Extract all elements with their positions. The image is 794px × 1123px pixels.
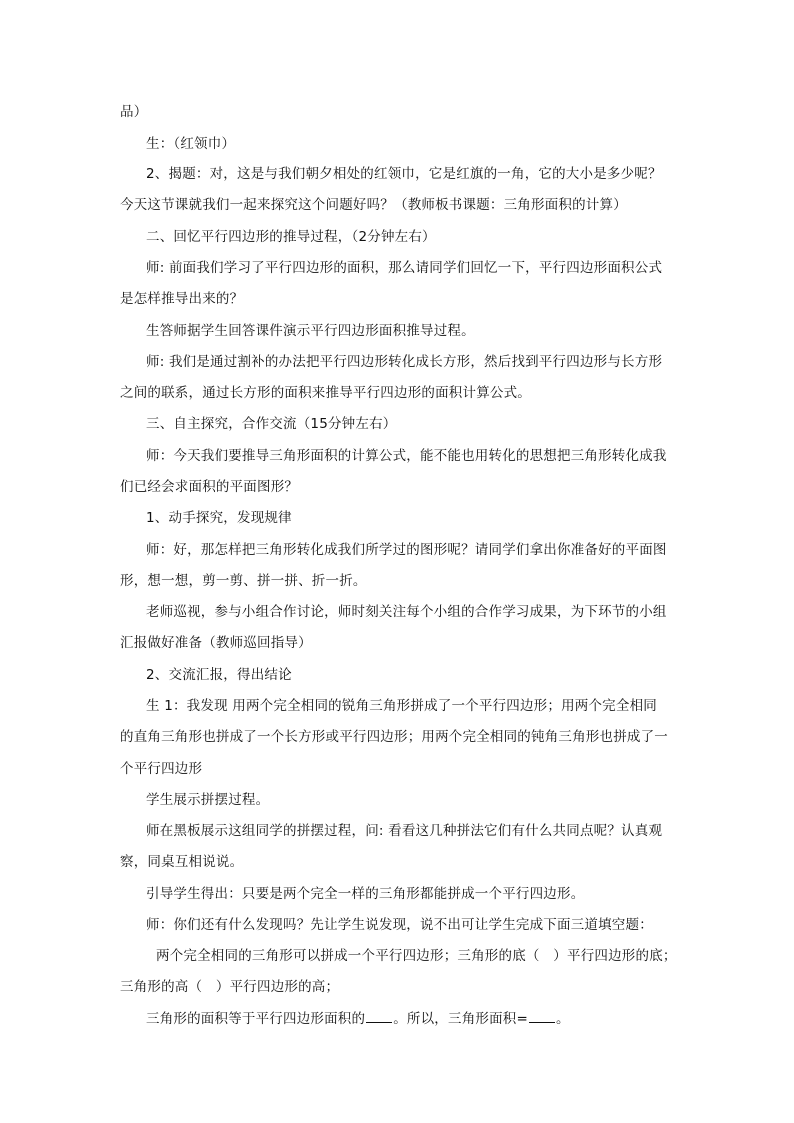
answer-blank (366, 1010, 392, 1023)
text-line: 们已经会求面积的平面图形？ (120, 479, 299, 495)
question-text: 三角形的面积等于平行四边形面积的 (146, 1011, 366, 1027)
text-line: 2、揭题：对，这是与我们朝夕相处的红领巾，它是红旗的一角，它的大小是多少呢？ (146, 166, 662, 182)
text-line: 品） (120, 104, 148, 120)
section-heading: 三、自主探究，合作交流（15分钟左右） (146, 416, 397, 432)
fill-in-question (146, 1009, 680, 1029)
subsection-heading: 2、交流汇报，得出结论 (146, 667, 292, 683)
question-text: 。所以，三角形面积= (393, 1011, 529, 1027)
fill-in-question: 三角形的高（ ）平行四边形的高； (120, 979, 340, 995)
text-line: 察，同桌互相说说。 (120, 854, 244, 870)
text-line: 今天这节课就我们一起来探究这个问题好吗？（教师板书课题：三角形面积的计算） (120, 197, 627, 213)
text-line: 生：（红领巾） (146, 136, 236, 152)
text-line: 师: 我们是通过割补的办法把平行四边形转化成长方形，然后找到平行四边形与长方形 (146, 354, 663, 370)
text-line: 师：今天我们要推导三角形面积的计算公式，能不能也用转化的思想把三角形转化成我 (146, 448, 667, 464)
text-line: 个平行四边形 (120, 761, 203, 777)
text-line: 的直角三角形也拼成了一个长方形或平行四边形；用两个完全相同的钝角三角形也拼成了一 (120, 729, 668, 745)
text-line: 是怎样推导出来的？ (120, 291, 244, 307)
section-heading: 二、回忆平行四边形的推导过程，（2分钟左右） (146, 229, 436, 245)
text-line: 引导学生得出：只要是两个完全一样的三角形都能拼成一个平行四边形。 (146, 886, 585, 902)
text-line: 生 1：我发现 用两个完全相同的锐角三角形拼成了一个平行四边形；用两个完全相同 (146, 698, 657, 714)
question-text: 。 (556, 1011, 570, 1027)
text-line: 汇报做好准备（教师巡回指导） (120, 635, 312, 651)
text-line: 师：你们还有什么发现吗？先让学生说发现，说不出可让学生完成下面三道填空题： (146, 917, 653, 933)
text-line: 老师巡视，参与小组合作讨论，师时刻关注每个小组的合作学习成果，为下环节的小组 (146, 604, 667, 620)
text-line: 师在黑板展示这组同学的拼摆过程，问: 看看这几种拼法它们有什么共同点呢？认真观 (146, 823, 663, 839)
text-line: 师：好，那怎样把三角形转化成我们所学过的图形呢？请同学们拿出你准备好的平面图 (146, 542, 667, 558)
answer-blank (529, 1010, 555, 1023)
text-line: 学生展示拼摆过程。 (146, 792, 270, 808)
fill-in-question: 两个完全相同的三角形可以拼成一个平行四边形；三角形的底（ ）平行四边形的底； (156, 948, 677, 964)
text-line: 形，想一想，剪一剪、拼一拼、折一折。 (120, 573, 367, 589)
text-line: 师: 前面我们学习了平行四边形的面积，那么请同学们回忆一下，平行四边形面积公式 (146, 260, 663, 276)
subsection-heading: 1、动手探究，发现规律 (146, 510, 292, 526)
text-line: 生答师据学生回答课件演示平行四边形面积推导过程。 (146, 323, 475, 339)
text-line: 之间的联系，通过长方形的面积来推导平行四边形的面积计算公式。 (120, 385, 531, 401)
